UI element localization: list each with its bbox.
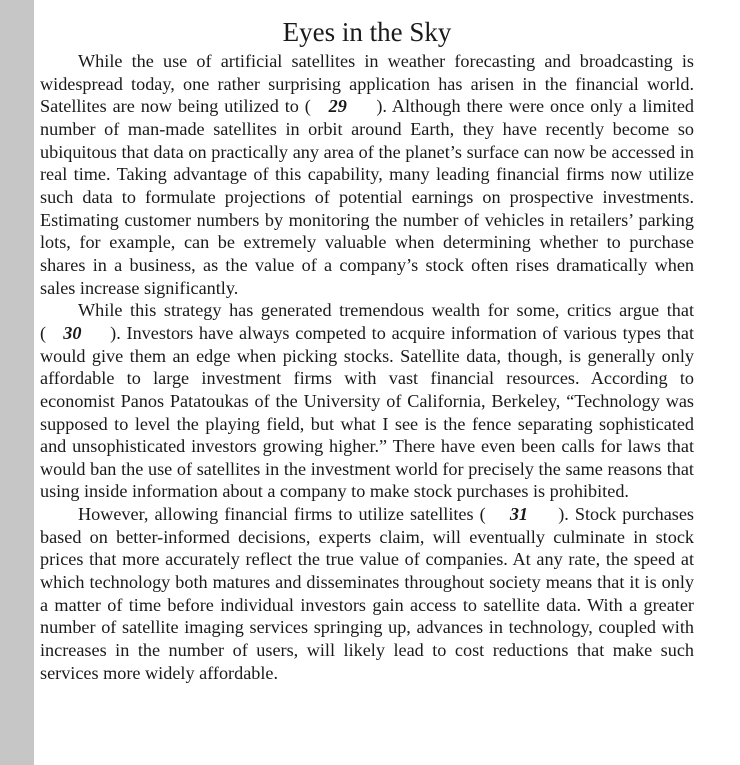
paragraph-3 bbox=[40, 503, 694, 684]
left-margin-bar bbox=[0, 0, 34, 765]
paragraph-3-text-before: However, allowing financial firms to utilize satellites ( bbox=[78, 504, 486, 525]
blank-31: 31 bbox=[509, 504, 528, 525]
paragraph-2-text-after: ). Investors have always competed to acquire information of various types that would give them an edge when picking stocks. Satellite data, though, is generally only affordable to large investment firms with vast financial resources. According to economist Panos Patatoukas of the University of California, Berkeley, “Technology was supposed to level the playing field, but what I see is the fence separating sophisticated and unsophisticated investors growing higher.” There have even been calls for laws that would ban the use of satellites in the investment world for precisely the same reasons that using inside information about a company to make stock purchases is prohibited. bbox=[40, 322, 695, 502]
paragraph-1 bbox=[40, 50, 694, 299]
paragraph-2 bbox=[40, 299, 694, 503]
document-title: Eyes in the Sky bbox=[282, 17, 452, 47]
paragraph-3-text-after: ). Stock purchases based on better-informed decisions, experts claim, will eventually culminate in stock prices that more accurately reflect the true value of companies. At any rate, the speed at which technology both matures and disseminates throughout society means that it is only a matter of time before individual investors gain access to satellite data. With a greater number of satellite imaging services springing up, advances in technology, coupled with increases in the number of users, will likely lead to cost reductions that make such services more widely affordable. bbox=[40, 504, 694, 683]
blank-30: 30 bbox=[63, 322, 82, 343]
document-page bbox=[40, 14, 694, 684]
paragraph-1-text-after: ). Although there were once only a limited number of man-made satellites in orbit around Earth, they have recently become so ubiquitous that data on practically any area of the planet’s surface can now be accessed in real time. Taking advantage of this capability, many leading financial firms now utilize such data to formulate projections of potential earnings on prospective investments. Estimating customer numbers by monitoring the number of vehicles in retailers’ parking lots, for example, can be extremely valuable when determining whether to purchase shares in a business, as the value of a company’s stock often rises dramatically when sales increase significantly. bbox=[40, 96, 695, 298]
paragraph-2-text-before: While this strategy has generated tremendous wealth for some, critics argue that ( bbox=[40, 300, 694, 343]
paragraph-1-text-before: While the use of artificial satellites in weather forecasting and broadcasting is widespread today, one rather surprising application has arisen in the financial world. Satellites are now being utilized to ( bbox=[40, 51, 694, 117]
blank-29: 29 bbox=[328, 96, 347, 117]
